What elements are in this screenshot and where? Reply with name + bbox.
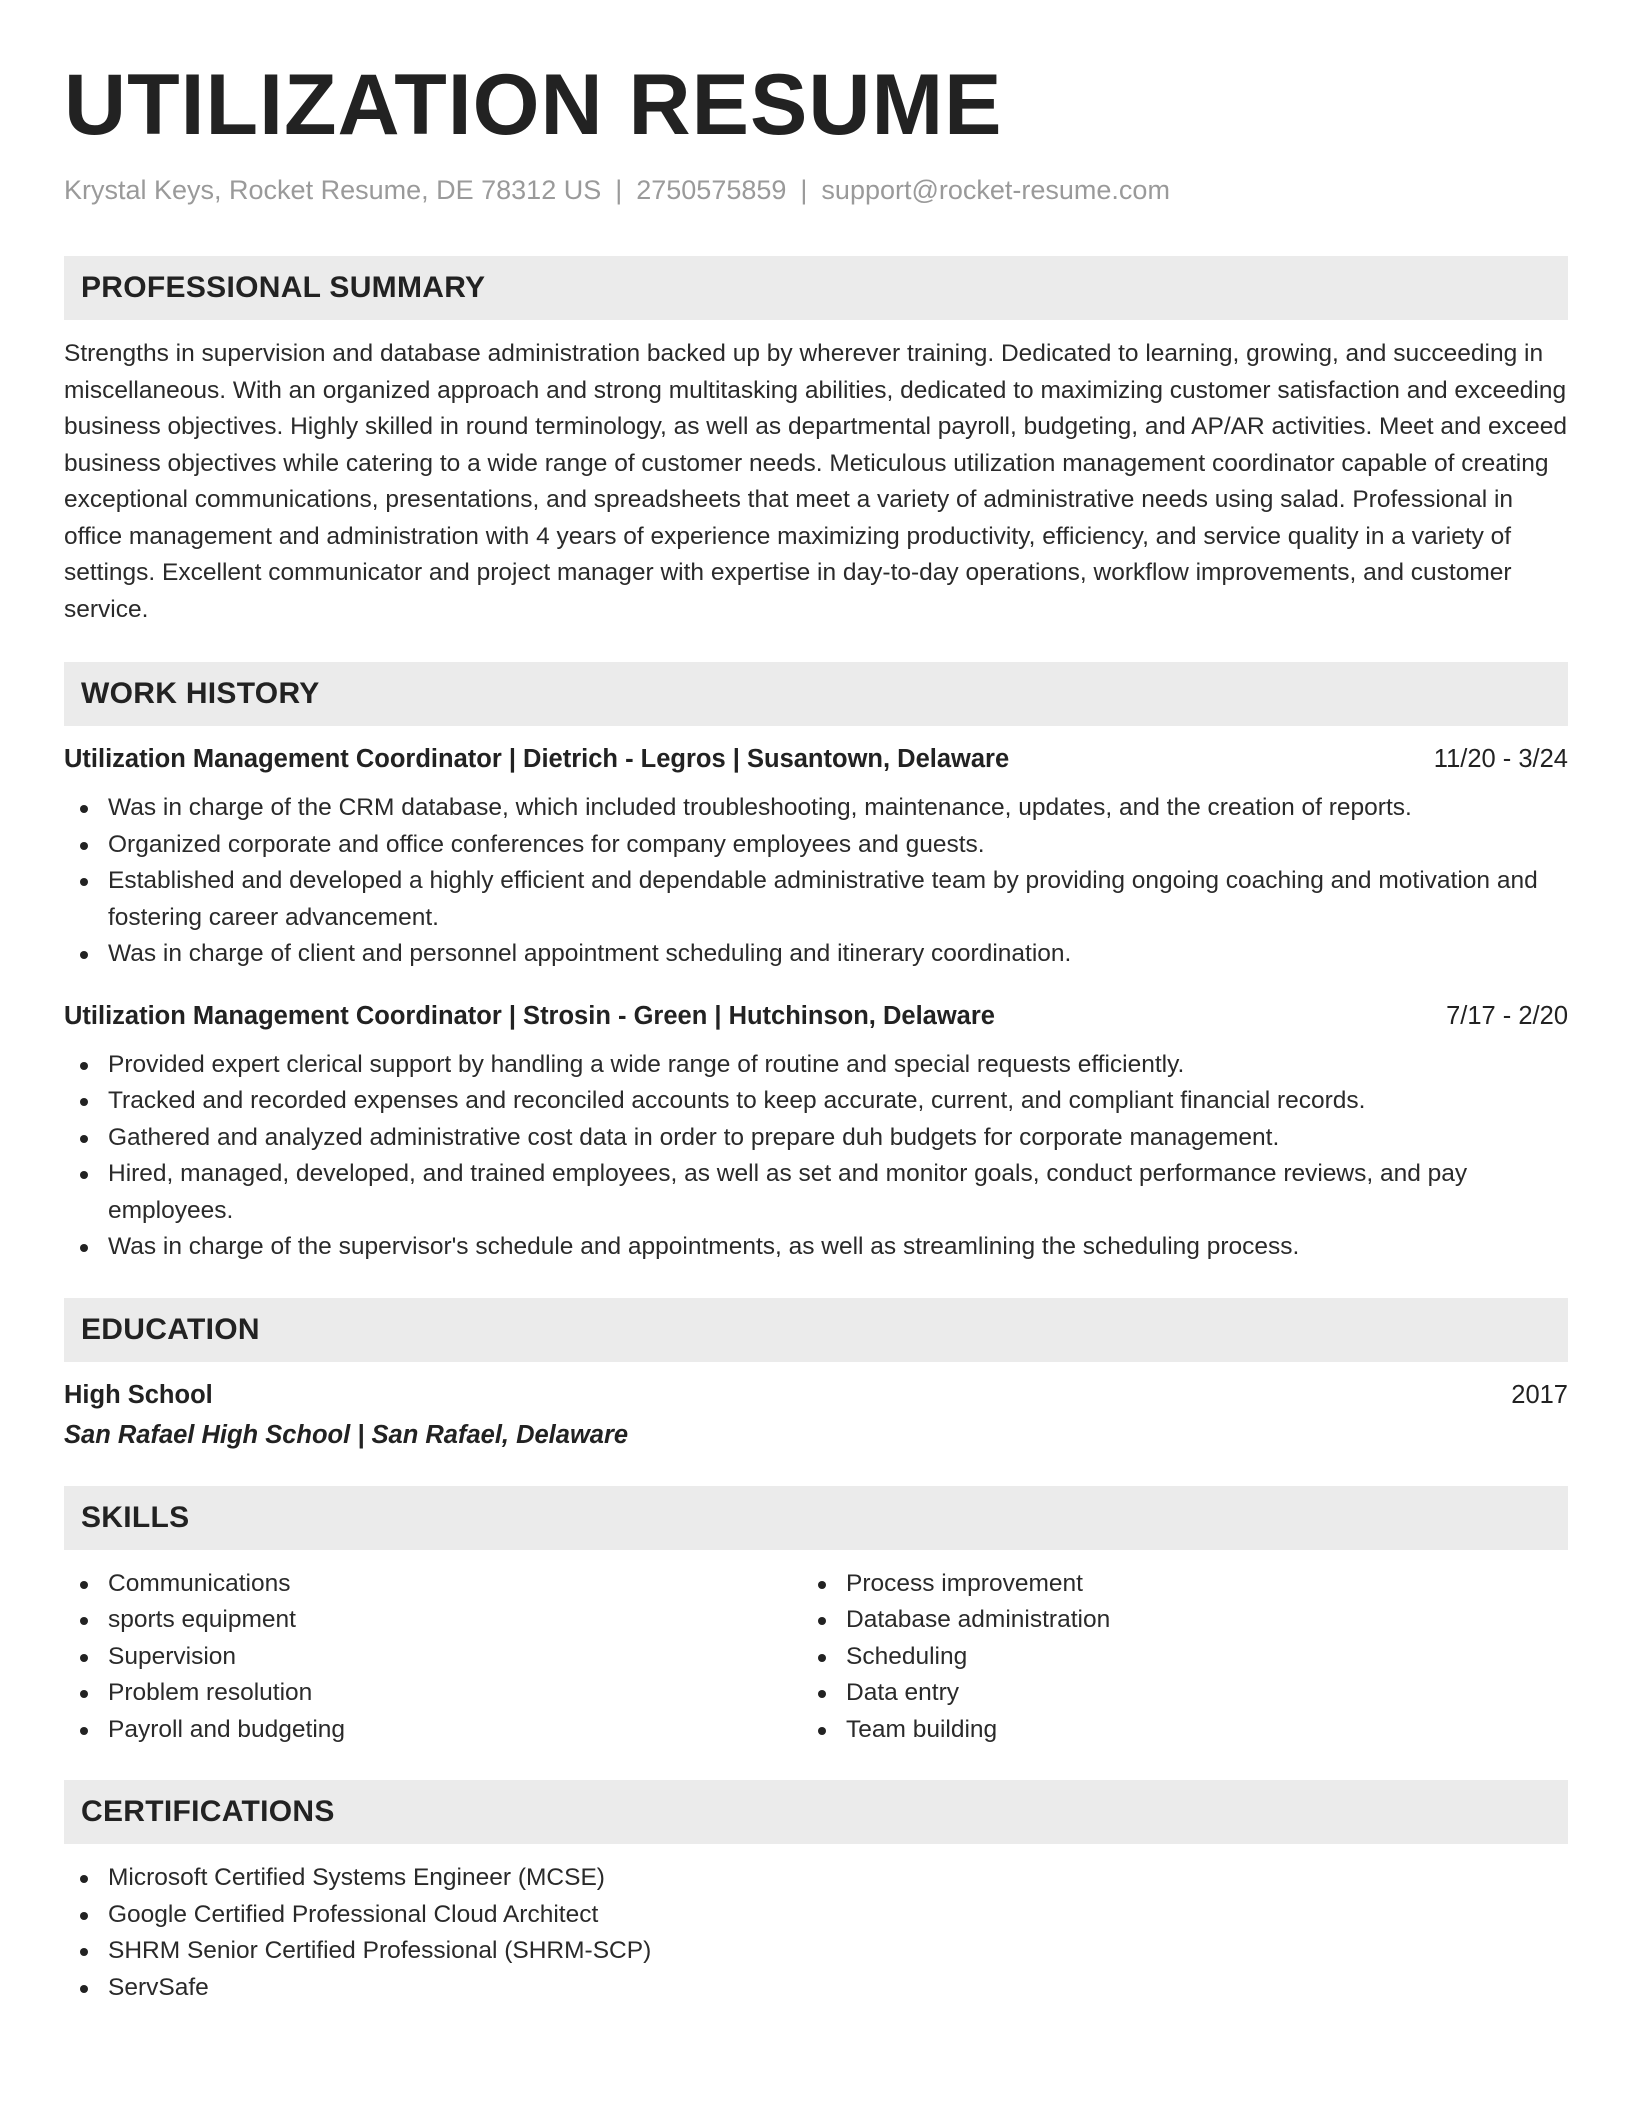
list-item [64, 1639, 802, 1676]
job-title: Utilization Management Coordinator | Strosin - Green | Hutchinson, Delaware [64, 1001, 995, 1030]
bullet-icon [80, 1727, 88, 1735]
skill-text: Scheduling [846, 1642, 968, 1670]
summary-text: Strengths in supervision and database administration backed up by wherever training. Dedicated to learning, growing, and succeeding in miscellaneous. With an organized approach and strong multitasking abilities, dedicated to maximizing customer satisfaction and exceeding business objectives. Highly skilled in round terminology, as well as departmental payroll, budgeting, and AP/AR activities. Meet and exceed business objectives while catering to a wide range of customer needs. Meticulous utilization management coordinator capable of creating exceptional communications, presentations, and spreadsheets that meet a variety of administrative needs using salad. Professional in office management and administration with 4 years of experience maximizing productivity, efficiency, and service quality in a variety of settings. Excellent communicator and project manager with expertise in day-to-day operations, workflow improvements, and customer service. [64, 340, 1568, 623]
contact-line [64, 174, 1568, 206]
list-item [64, 1156, 1568, 1229]
contact-address: Krystal Keys, Rocket Resume, DE 78312 US [64, 175, 602, 205]
list-item [64, 1229, 1568, 1266]
bullet-icon [80, 805, 88, 813]
certification-text: ServSafe [108, 1973, 209, 2001]
list-item-text: Was in charge of client and personnel appointment scheduling and itinerary coordination. [108, 940, 1072, 968]
list-item [64, 1047, 1568, 1084]
bullet-icon [80, 1062, 88, 1070]
bullet-icon [80, 1135, 88, 1143]
bullet-icon [80, 1244, 88, 1252]
bullet-icon [80, 1985, 88, 1993]
bullet-icon [818, 1654, 826, 1662]
list-item-text: Gathered and analyzed administrative cost data in order to prepare duh budgets for corporate management. [108, 1123, 1280, 1151]
job-header [64, 999, 1568, 1033]
bullet-icon [818, 1581, 826, 1589]
bullet-icon [80, 951, 88, 959]
list-item-text: Was in charge of the CRM database, which included troubleshooting, maintenance, updates, and the creation of reports. [108, 794, 1412, 822]
contact-separator: | [615, 175, 623, 205]
certification-text: Microsoft Certified Systems Engineer (MCSE) [108, 1864, 605, 1892]
resume-title: UTILIZATION RESUME [64, 57, 1003, 153]
list-item [802, 1602, 1540, 1639]
skill-text: Payroll and budgeting [108, 1715, 346, 1743]
skills-grid [64, 1566, 1568, 1749]
job-header [64, 742, 1568, 776]
list-item-text: Provided expert clerical support by handling a wide range of routine and special requests efficiently. [108, 1050, 1185, 1078]
education-school: San Rafael High School | San Rafael, Delaware [64, 1420, 629, 1449]
bullet-icon [80, 1581, 88, 1589]
skill-text: Process improvement [846, 1569, 1083, 1597]
bullet-icon [818, 1727, 826, 1735]
list-item [64, 1712, 802, 1749]
skill-text: Supervision [108, 1642, 237, 1670]
bullet-icon [80, 1654, 88, 1662]
job-bullet-list [64, 1047, 1568, 1266]
bullet-icon [80, 1098, 88, 1106]
bullet-icon [80, 1875, 88, 1883]
section-heading-education: EDUCATION [64, 1298, 1568, 1362]
list-item [802, 1675, 1540, 1712]
section-heading-certifications: CERTIFICATIONS [64, 1780, 1568, 1844]
skills-list [64, 1566, 802, 1749]
list-item [64, 1933, 1568, 1970]
list-item [64, 1566, 802, 1603]
skill-text: Problem resolution [108, 1679, 313, 1707]
list-item [64, 1860, 1568, 1897]
list-item-text: Hired, managed, developed, and trained employees, as well as set and monitor goals, conduct performance reviews, and pay employees. [108, 1160, 1468, 1224]
list-item [64, 1897, 1568, 1934]
list-item [802, 1639, 1540, 1676]
list-item-text: Organized corporate and office conferences for company employees and guests. [108, 830, 985, 858]
skills-column-right [802, 1566, 1540, 1749]
list-item-text: Was in charge of the supervisor's schedule and appointments, as well as streamlining the scheduling process. [108, 1233, 1300, 1261]
job-bullet-list [64, 790, 1568, 973]
bullet-icon [818, 1690, 826, 1698]
certifications-list [64, 1860, 1568, 2006]
job-title: Utilization Management Coordinator | Dietrich - Legros | Susantown, Delaware [64, 745, 1010, 774]
bullet-icon [80, 842, 88, 850]
list-item [64, 790, 1568, 827]
list-item [64, 863, 1568, 936]
certification-text: SHRM Senior Certified Professional (SHRM-SCP) [108, 1937, 652, 1965]
skill-text: sports equipment [108, 1606, 296, 1634]
skills-list [802, 1566, 1540, 1749]
skill-text: Data entry [846, 1679, 960, 1707]
bullet-icon [80, 1912, 88, 1920]
list-item [64, 1970, 1568, 2007]
education-degree: High School [64, 1380, 213, 1409]
bullet-icon [80, 1617, 88, 1625]
contact-email[interactable]: support@rocket-resume.com [821, 175, 1170, 205]
list-item-text: Tracked and recorded expenses and reconciled accounts to keep accurate, current, and compliant financial records. [108, 1087, 1366, 1115]
list-item [64, 1120, 1568, 1157]
list-item [802, 1566, 1540, 1603]
certification-text: Google Certified Professional Cloud Architect [108, 1900, 599, 1928]
bullet-icon [80, 1948, 88, 1956]
section-heading-summary: PROFESSIONAL SUMMARY [64, 256, 1568, 320]
list-item [64, 827, 1568, 864]
job-dates: 11/20 - 3/24 [1433, 745, 1568, 774]
list-item [64, 936, 1568, 973]
list-item [64, 1602, 802, 1639]
education-header [64, 1378, 1568, 1412]
bullet-icon [80, 878, 88, 886]
bullet-icon [80, 1171, 88, 1179]
list-item [802, 1712, 1540, 1749]
education-year: 2017 [1511, 1380, 1568, 1409]
list-item [64, 1083, 1568, 1120]
bullet-icon [80, 1690, 88, 1698]
contact-phone: 2750575859 [636, 175, 787, 205]
section-heading-work-history: WORK HISTORY [64, 662, 1568, 726]
skill-text: Team building [846, 1715, 998, 1743]
list-item-text: Established and developed a highly efficient and dependable administrative team by providing ongoing coaching and motivation and fostering career advancement. [108, 867, 1538, 931]
list-item [64, 1675, 802, 1712]
skills-column-left [64, 1566, 802, 1749]
skill-text: Database administration [846, 1606, 1111, 1634]
bullet-icon [818, 1617, 826, 1625]
skill-text: Communications [108, 1569, 291, 1597]
contact-separator: | [800, 175, 808, 205]
section-heading-skills: SKILLS [64, 1486, 1568, 1550]
job-dates: 7/17 - 2/20 [1446, 1001, 1568, 1030]
